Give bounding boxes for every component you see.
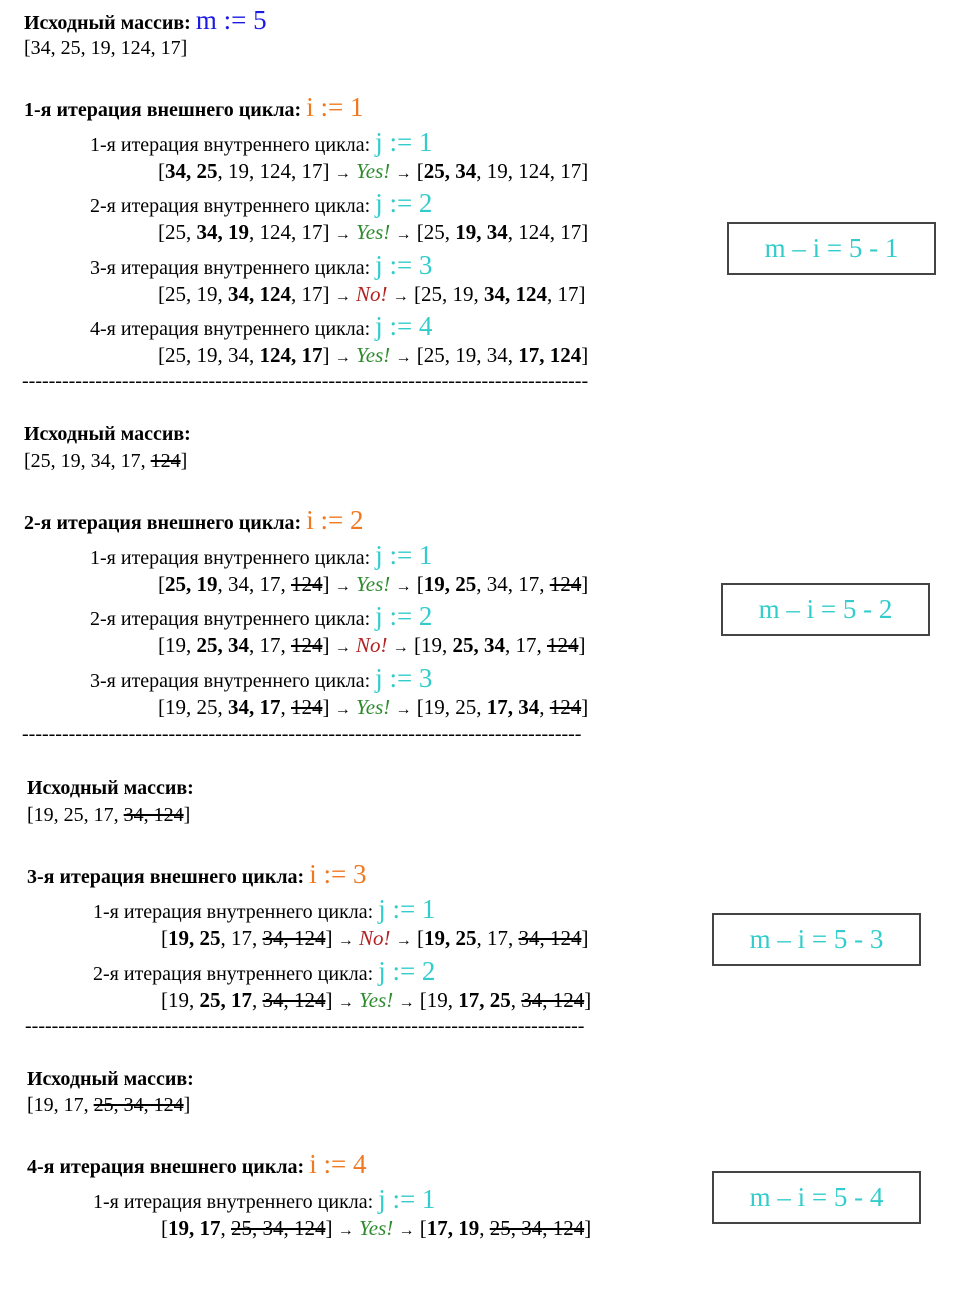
- inner-iteration-label: 3-я итерация внутреннего цикла:: [90, 670, 371, 692]
- array-before-segment: 19,: [165, 633, 197, 657]
- array-before-segment: 19, 25: [168, 926, 221, 950]
- swap-step: [34, 25, 19, 124, 17] → Yes! → [25, 34, 19, 124, 17]: [158, 159, 589, 183]
- array-after-segment: 25, 34: [423, 159, 477, 183]
- inner-iteration-label: 1-я итерация внутреннего цикла:: [90, 547, 371, 569]
- outer-iteration-heading: [27, 1149, 366, 1180]
- m-minus-i-box: m – i = 5 - 1: [727, 222, 936, 275]
- inner-iteration-label: 2-я итерация внутреннего цикла:: [90, 608, 371, 630]
- array-after-segment: 19, 25: [424, 926, 477, 950]
- i-assignment: i := 1: [306, 92, 364, 122]
- array-after-segment: 19, 34: [455, 220, 508, 244]
- array-before-segment: ,: [252, 988, 263, 1012]
- array-before-segment: 34, 25: [165, 159, 218, 183]
- i-assignment: i := 4: [309, 1149, 367, 1179]
- swap-step: [19, 25, 34, 17, 124] → No! → [19, 25, 34, 17, 124]: [158, 633, 586, 657]
- array-after-segment: 25,: [423, 220, 456, 244]
- comparison-result: Yes!: [356, 220, 391, 244]
- arrow-icon: →: [395, 226, 412, 243]
- inner-iteration-heading: [90, 540, 432, 571]
- j-assignment: j := 2: [375, 188, 433, 218]
- arrow-icon: →: [392, 288, 409, 305]
- array-after-segment: , 124, 17: [507, 220, 582, 244]
- inner-iteration-heading: [90, 311, 432, 342]
- j-assignment: j := 4: [375, 311, 433, 341]
- m-minus-i-box: m – i = 5 - 4: [712, 1171, 921, 1224]
- inner-iteration-heading: [93, 956, 435, 987]
- array-before-segment: 25, 19, 34,: [165, 343, 260, 367]
- j-assignment: j := 3: [375, 250, 433, 280]
- array-before-segment: , 17: [291, 282, 323, 306]
- outer-iteration-label: 4-я итерация внешнего цикла:: [27, 1156, 305, 1178]
- array-before-segment: 19, 25,: [165, 695, 228, 719]
- array-after-segment: 124: [549, 695, 582, 719]
- inner-iteration-label: 3-я итерация внутреннего цикла:: [90, 257, 371, 279]
- comparison-result: No!: [356, 633, 388, 657]
- j-assignment: j := 1: [378, 1184, 436, 1214]
- inner-iteration-label: 2-я итерация внутреннего цикла:: [93, 963, 374, 985]
- array-element: 19, 25, 17,: [33, 804, 124, 826]
- source-array-heading: Исходный массив:: [27, 777, 194, 799]
- swap-step: [19, 25, 17, 34, 124] → No! → [19, 25, 17, 34, 124]: [161, 926, 589, 950]
- array-after-segment: 19, 25: [423, 572, 477, 596]
- source-array-heading: Исходный массив:: [27, 1068, 194, 1090]
- arrow-icon: →: [395, 701, 412, 718]
- array-before-segment: 25, 34: [196, 633, 249, 657]
- j-assignment: j := 2: [375, 601, 433, 631]
- swap-step: [25, 34, 19, 124, 17] → Yes! → [25, 19, 34, 124, 17]: [158, 220, 589, 244]
- j-assignment: j := 1: [378, 894, 436, 924]
- j-assignment: j := 1: [375, 540, 433, 570]
- comparison-result: Yes!: [356, 572, 391, 596]
- array-before-segment: ,: [220, 1216, 231, 1240]
- array-after-segment: , 34, 17,: [476, 572, 550, 596]
- i-assignment: i := 2: [306, 505, 364, 535]
- array-before-segment: 25, 19: [165, 572, 218, 596]
- arrow-icon: →: [334, 165, 351, 182]
- array-after-segment: , 19, 124, 17: [476, 159, 582, 183]
- arrow-icon: →: [398, 994, 415, 1011]
- array-before-segment: 19, 17: [168, 1216, 221, 1240]
- array-after-segment: 19, 25,: [423, 695, 487, 719]
- comparison-result: Yes!: [356, 159, 391, 183]
- array-after-segment: 34, 124: [521, 988, 585, 1012]
- array-after-segment: 19,: [426, 988, 459, 1012]
- array-after-segment: , 17,: [476, 926, 519, 950]
- inner-iteration-heading: [93, 894, 435, 925]
- swap-step: [19, 25, 17, 34, 124] → Yes! → [19, 17, 25, 34, 124]: [161, 988, 592, 1012]
- array-after-segment: 17, 19: [426, 1216, 480, 1240]
- section-divider: -------------------------------------------------------------------------------------: [22, 370, 589, 392]
- arrow-icon: →: [334, 701, 351, 718]
- comparison-result: Yes!: [356, 695, 391, 719]
- arrow-icon: →: [395, 349, 412, 366]
- array-after-segment: 34, 124: [518, 926, 582, 950]
- inner-iteration-label: 1-я итерация внутреннего цикла:: [90, 134, 371, 156]
- array-before-segment: 124, 17: [259, 343, 323, 367]
- array-element: 19, 17,: [33, 1094, 94, 1116]
- array-after-segment: 17, 25: [458, 988, 511, 1012]
- array-before-segment: 124: [291, 572, 323, 596]
- array-before-segment: , 17,: [249, 633, 291, 657]
- inner-iteration-label: 1-я итерация внутреннего цикла:: [93, 901, 374, 923]
- inner-iteration-heading: [90, 663, 432, 694]
- source-array-heading: [24, 5, 267, 36]
- array-after-segment: 25, 19, 34,: [423, 343, 519, 367]
- swap-step: [25, 19, 34, 124, 17] → Yes! → [25, 19, 34, 17, 124]: [158, 343, 589, 367]
- array-after-segment: 34, 124: [484, 282, 547, 306]
- m-assignment: m := 5: [195, 5, 267, 35]
- outer-iteration-heading: [24, 505, 363, 536]
- array-after-segment: 25, 19,: [421, 282, 484, 306]
- array-before-segment: 25, 19,: [165, 282, 228, 306]
- inner-iteration-label: 2-я итерация внутреннего цикла:: [90, 195, 371, 217]
- array-after-segment: ,: [479, 1216, 490, 1240]
- swap-step: [25, 19, 34, 17, 124] → Yes! → [19, 25, 34, 17, 124]: [158, 572, 589, 596]
- array-before-segment: 34, 17: [228, 695, 281, 719]
- array-after-segment: ,: [510, 988, 522, 1012]
- array-after-segment: , 17: [547, 282, 579, 306]
- inner-iteration-heading: [90, 601, 432, 632]
- array-before-segment: 25, 17: [199, 988, 252, 1012]
- section-divider: ------------------------------------------------------------------------------------: [22, 723, 582, 745]
- section-divider: ------------------------------------------------------------------------------------: [25, 1015, 585, 1037]
- inner-iteration-heading: [90, 188, 432, 219]
- inner-iteration-label: 1-я итерация внутреннего цикла:: [93, 1191, 374, 1213]
- arrow-icon: →: [395, 578, 412, 595]
- sorted-element: 34, 124: [123, 804, 184, 826]
- arrow-icon: →: [395, 165, 412, 182]
- arrow-icon: →: [392, 639, 409, 656]
- comparison-result: Yes!: [356, 343, 391, 367]
- outer-iteration-label: 1-я итерация внешнего цикла:: [24, 99, 302, 121]
- swap-step: [19, 25, 34, 17, 124] → Yes! → [19, 25, 17, 34, 124]: [158, 695, 589, 719]
- swap-step: [25, 19, 34, 124, 17] → No! → [25, 19, 34, 124, 17]: [158, 282, 586, 306]
- arrow-icon: →: [334, 349, 351, 366]
- array-after-segment: 124: [547, 633, 579, 657]
- array-before-segment: , 34, 17,: [217, 572, 291, 596]
- outer-iteration-heading: [27, 859, 366, 890]
- arrow-icon: →: [337, 994, 354, 1011]
- arrow-icon: →: [334, 578, 351, 595]
- arrow-icon: →: [398, 1222, 415, 1239]
- inner-iteration-heading: [90, 127, 432, 158]
- array-after-segment: ,: [539, 695, 550, 719]
- array-after-segment: 124: [549, 572, 582, 596]
- source-array-label: Исходный массив:: [24, 12, 191, 34]
- array-element: 25, 19, 34, 17,: [30, 450, 151, 472]
- inner-iteration-label: 4-я итерация внутреннего цикла:: [90, 318, 371, 340]
- swap-step: [19, 17, 25, 34, 124] → Yes! → [17, 19, 25, 34, 124]: [161, 1216, 592, 1240]
- array-before-segment: 34, 124: [262, 926, 326, 950]
- array-before-segment: , 19, 124, 17: [217, 159, 323, 183]
- array-after-segment: 17, 124: [518, 343, 582, 367]
- array-after-segment: , 17,: [505, 633, 547, 657]
- j-assignment: j := 3: [375, 663, 433, 693]
- source-array-values: [19, 25, 17, 34, 124]: [27, 804, 191, 826]
- comparison-result: Yes!: [359, 988, 394, 1012]
- j-assignment: j := 1: [375, 127, 433, 157]
- arrow-icon: →: [334, 639, 351, 656]
- source-array-heading: Исходный массив:: [24, 423, 191, 445]
- comparison-result: No!: [356, 282, 388, 306]
- array-before-segment: 34, 124: [228, 282, 291, 306]
- array-before-segment: ,: [280, 695, 291, 719]
- sorted-element: 124: [150, 450, 181, 472]
- array-before-segment: 25,: [165, 220, 197, 244]
- arrow-icon: →: [337, 1222, 354, 1239]
- arrow-icon: →: [337, 932, 354, 949]
- comparison-result: No!: [359, 926, 391, 950]
- array-after-segment: 25, 34: [452, 633, 505, 657]
- array-after-segment: 25, 34, 124: [489, 1216, 585, 1240]
- j-assignment: j := 2: [378, 956, 436, 986]
- m-minus-i-box: m – i = 5 - 3: [712, 913, 921, 966]
- comparison-result: Yes!: [359, 1216, 394, 1240]
- inner-iteration-heading: [93, 1184, 435, 1215]
- array-before-segment: 124: [291, 633, 323, 657]
- array-before-segment: 34, 19: [196, 220, 249, 244]
- array-after-segment: 19,: [421, 633, 453, 657]
- outer-iteration-label: 2-я итерация внешнего цикла:: [24, 512, 302, 534]
- outer-iteration-heading: [24, 92, 363, 123]
- array-before-segment: 19,: [168, 988, 200, 1012]
- array-after-segment: 17, 34: [486, 695, 540, 719]
- array-before-segment: 124: [291, 695, 323, 719]
- array-before-segment: 25, 34, 124: [231, 1216, 326, 1240]
- array-before-segment: , 124, 17: [249, 220, 323, 244]
- i-assignment: i := 3: [309, 859, 367, 889]
- m-minus-i-box: m – i = 5 - 2: [721, 583, 930, 636]
- source-array-values: [34, 25, 19, 124, 17]: [24, 37, 188, 59]
- inner-iteration-heading: [90, 250, 432, 281]
- sorted-element: 25, 34, 124: [93, 1094, 184, 1116]
- arrow-icon: →: [334, 288, 351, 305]
- outer-iteration-label: 3-я итерация внешнего цикла:: [27, 866, 305, 888]
- source-array-values: [25, 19, 34, 17, 124]: [24, 450, 188, 472]
- array-before-segment: 34, 124: [262, 988, 326, 1012]
- arrow-icon: →: [395, 932, 412, 949]
- array-before-segment: , 17,: [220, 926, 263, 950]
- source-array-values: [19, 17, 25, 34, 124]: [27, 1094, 191, 1116]
- arrow-icon: →: [334, 226, 351, 243]
